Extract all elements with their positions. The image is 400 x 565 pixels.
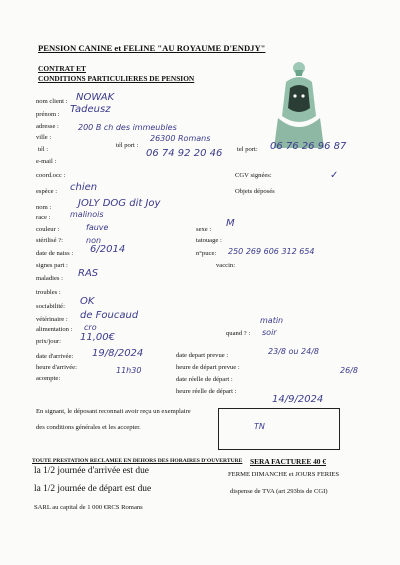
maladies-value: RAS	[78, 268, 99, 279]
document-title: PENSION CANINE et FELINE "AU ROYAUME D'ENDJY"	[38, 43, 266, 53]
naiss-label: date de naiss :	[36, 250, 74, 257]
tel-port2-label: tel port:	[237, 146, 258, 153]
quand-value-evening: soir	[262, 328, 277, 337]
signature-mark: TN	[254, 422, 265, 431]
tel-label: tél :	[38, 146, 49, 153]
ville-label: ville :	[36, 134, 52, 141]
date-reelle-value: 26/8	[340, 366, 358, 375]
heure-arrivee-value: 11h30	[116, 366, 142, 375]
puce-label: n°puce:	[196, 250, 217, 257]
naiss-value: 6/2014	[90, 244, 126, 255]
depart-prevue-label: date depart prevue :	[176, 352, 229, 359]
espece-label: espèce :	[36, 188, 58, 195]
quand-value-morning: matin	[260, 316, 284, 325]
adresse-label: adresse :	[36, 123, 59, 130]
ville-value: 26300 Romans	[150, 134, 211, 143]
tatouage-label: tatouage :	[196, 237, 222, 244]
veterinaire-label: vétérinaire :	[36, 316, 68, 323]
heure-depart-prevue-label: heure de départ prevue :	[176, 364, 240, 371]
half-day-arrival: la 1/2 journée d'arrivée est due	[34, 466, 149, 476]
couleur-label: couleur :	[36, 226, 60, 233]
prenom-label: prénom :	[36, 111, 60, 118]
signes-label: signes part :	[36, 262, 68, 269]
prix-label: prix/jour:	[36, 338, 61, 345]
depart-prevue-value: 23/8 ou 24/8	[268, 347, 319, 356]
contract-heading: CONTRAT ET	[38, 64, 86, 73]
cgv-label: CGV signées:	[235, 172, 272, 179]
email-label: e-mail :	[36, 158, 57, 165]
notice-text: TOUTE PRESTATION RECLAMEE EN DEHORS DES HORAIRES D'OUVERTURE	[32, 458, 243, 464]
maladies-label: maladies :	[36, 275, 63, 282]
espece-value: chien	[70, 182, 98, 193]
date-reelle-label: date réelle de départ :	[176, 376, 233, 383]
signature-box	[218, 408, 340, 450]
nom-animal-value: JOLY DOG dit Joy	[78, 198, 161, 209]
adresse-value: 200 B ch des immeubles	[78, 123, 177, 132]
tel-port-label: tél port :	[116, 142, 139, 149]
tel-port-value: 06 74 92 20 46	[146, 148, 223, 159]
veterinaire-value: de Foucaud	[80, 310, 139, 321]
tva-notice: dispense de TVA (art 293bis de CGI)	[230, 488, 328, 495]
half-day-departure: la 1/2 journée de départ est due	[34, 484, 152, 494]
arrivee-value: 19/8/2024	[92, 348, 144, 359]
race-label: race :	[36, 214, 51, 221]
sociabilite-value: OK	[80, 296, 95, 307]
factured-text: SERA FACTUREE 40 €	[250, 457, 327, 466]
conditions-heading: CONDITIONS PARTICULIERES DE PENSION	[38, 74, 195, 83]
tel-port2-value: 06 76 26 96 87	[270, 141, 347, 152]
vaccin-label: vaccin:	[216, 262, 236, 269]
race-value: malinois	[70, 210, 104, 219]
heure-reelle-label: heure réelle de départ :	[176, 388, 237, 395]
coord-label: coord.occ :	[36, 172, 66, 179]
sexe-label: sexe :	[196, 226, 212, 233]
alimentation-value: cro	[84, 323, 97, 332]
sociabilite-label: sociabilité:	[36, 303, 65, 310]
prenom-value: Tadeusz	[70, 104, 111, 115]
nom-client-label: nom client :	[36, 98, 68, 105]
troubles-label: troubles :	[36, 289, 61, 296]
couleur-value: fauve	[86, 223, 109, 232]
acompte-label: acompte:	[36, 375, 61, 382]
objets-label: Objets déposés	[235, 188, 275, 195]
sarl-info: SARL au capital de 1 000 €RCS Romans	[34, 504, 143, 511]
signature-statement-2: des conditions générales et les accepter.	[36, 424, 141, 431]
nom-animal-label: nom :	[36, 204, 52, 211]
nom-client-value: NOWAK	[76, 92, 115, 103]
sterilise-value: non	[86, 236, 102, 245]
sterilise-label: stérilisé ?:	[36, 237, 63, 244]
dog-illustration	[268, 58, 330, 150]
alimentation-label: alimentation :	[36, 326, 73, 333]
sexe-value: M	[226, 218, 235, 229]
arrivee-label: date d'arrivée:	[36, 353, 74, 360]
heure-arrivee-label: heure d'arrivée:	[36, 364, 77, 371]
quand-label: quand ? :	[226, 330, 251, 337]
signature-date: 14/9/2024	[272, 394, 324, 405]
puce-value: 250 269 606 312 654	[228, 247, 315, 256]
signature-statement-1: En signant, le déposant reconnait avoir reçu un exemplaire	[36, 408, 191, 415]
prix-value: 11,00€	[80, 332, 115, 343]
closed-days: FERME DIMANCHE et JOURS FERIES	[228, 471, 340, 478]
cgv-check: ✓	[330, 170, 339, 181]
